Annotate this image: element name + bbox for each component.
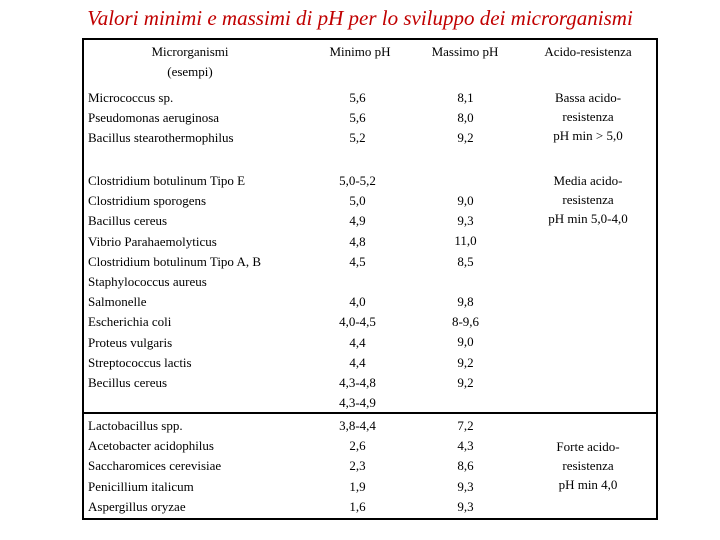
organism-name: Vibrio Parahaemolyticus <box>88 233 217 249</box>
organism-name: Clostridium botulinum Tipo A, B <box>88 253 262 269</box>
organism-name: Bacillus stearothermophilus <box>88 130 234 146</box>
max-ph-value: 7,2 <box>457 418 474 433</box>
min-ph-value: 4,9 <box>349 213 366 229</box>
organism-name: Salmonelle <box>88 294 147 310</box>
max-ph-value: 8,6 <box>457 458 474 474</box>
header-acid-resistance: Acido-resistenza <box>544 44 632 59</box>
organism-name: Streptococcus lactis <box>88 354 192 370</box>
max-ph-value: 4,3 <box>457 438 474 454</box>
max-ph-value: 8,0 <box>457 110 474 126</box>
header-organisms-line1: Microrganismi <box>151 44 229 59</box>
header-min-ph: Minimo pH <box>329 44 391 59</box>
min-ph-value: 4,0 <box>349 294 366 310</box>
min-ph-value: 4,4 <box>349 334 366 350</box>
min-ph-value: 2,6 <box>349 438 366 454</box>
organism-name: Proteus vulgaris <box>88 334 173 350</box>
table-border-top <box>82 38 658 40</box>
max-ph-value: 11,0 <box>454 233 477 249</box>
group1-min-ph <box>320 88 395 149</box>
max-ph-value: 9,2 <box>457 130 474 146</box>
max-ph-value: 9,2 <box>457 374 474 390</box>
organism-name: Penicillium italicum <box>88 478 194 494</box>
organism-name: Staphylococcus aureus <box>88 273 207 289</box>
min-ph-value: 4,5 <box>349 253 366 269</box>
max-ph-value: 9,3 <box>457 213 474 229</box>
group3-organisms <box>88 416 221 517</box>
organism-name: Bacillus cereus <box>88 213 168 229</box>
group1-acid-resistance <box>520 88 656 145</box>
organism-name: Clostridium sporogens <box>88 193 207 209</box>
min-ph-value: 5,2 <box>349 130 366 146</box>
max-ph-value: 9,2 <box>457 354 474 370</box>
organism-name: Becillus cereus <box>88 374 168 390</box>
group2-min-ph <box>320 171 395 413</box>
max-ph-value: 8-9,6 <box>451 314 480 330</box>
max-ph-value: 9,3 <box>457 478 474 494</box>
min-ph-value: 3,8-4,4 <box>339 418 376 433</box>
min-ph-value: 1,9 <box>349 478 366 494</box>
min-ph-value: 5,0-5,2 <box>339 173 376 188</box>
group2-organisms <box>88 171 261 393</box>
max-ph-value: 9,0 <box>457 193 474 208</box>
acid-resistance-text: Media acido- <box>553 173 623 188</box>
header-max-ph: Massimo pH <box>431 44 499 59</box>
max-ph-value <box>428 272 503 292</box>
acid-resistance-text: resistenza <box>562 192 614 207</box>
header-organisms-line2: (esempi) <box>167 64 213 79</box>
table-border-right <box>656 38 658 520</box>
min-ph-value: 1,6 <box>349 498 366 514</box>
group2-acid-resistance <box>520 171 656 228</box>
min-ph-value: 2,3 <box>349 458 366 474</box>
group1-max-ph <box>428 88 503 149</box>
acid-resistance-text: Bassa acido- <box>554 90 622 105</box>
group1-organisms <box>88 88 234 149</box>
max-ph-value: 8,1 <box>457 90 474 105</box>
page-title: Valori minimi e massimi di pH per lo sviluppo dei microrganismi <box>87 6 633 30</box>
group3-min-ph <box>320 416 395 517</box>
min-ph-value: 5,0 <box>349 193 366 209</box>
group3-max-ph <box>428 416 503 517</box>
min-ph-value <box>320 272 395 292</box>
acid-resistance-text: resistenza <box>562 458 614 473</box>
max-ph-value: 8,5 <box>457 253 474 269</box>
acid-resistance-text: pH min 4,0 <box>558 477 618 492</box>
min-ph-value: 4,3-4,9 <box>339 395 376 411</box>
group3-acid-resistance <box>520 437 656 494</box>
min-ph-value: 5,6 <box>349 90 366 105</box>
organism-name: Acetobacter acidophilus <box>88 438 214 454</box>
organism-name: Pseudomonas aeruginosa <box>88 110 220 126</box>
organism-name: Clostridium botulinum Tipo E <box>88 173 246 188</box>
table-border-left <box>82 38 84 520</box>
table-border-bottom <box>82 518 658 520</box>
acid-resistance-text: pH min 5,0-4,0 <box>548 211 628 226</box>
acid-resistance-text: pH min > 5,0 <box>553 128 623 143</box>
min-ph-value: 5,6 <box>349 110 366 126</box>
organism-name: Saccharomices cerevisiae <box>88 458 222 474</box>
acid-resistance-text: Forte acido- <box>556 439 620 454</box>
max-ph-value: 9,8 <box>457 293 474 309</box>
organism-name: Escherichia coli <box>88 314 172 330</box>
max-ph-value: 9,3 <box>457 498 474 514</box>
min-ph-value: 4,0-4,5 <box>339 314 376 330</box>
min-ph-value: 4,4 <box>349 354 366 370</box>
organism-name: Lactobacillus spp. <box>88 418 183 433</box>
min-ph-value: 4,3-4,8 <box>339 374 376 390</box>
header-organisms <box>120 42 260 82</box>
max-ph-value: 9,0 <box>457 334 474 350</box>
organism-name: Micrococcus sp. <box>88 90 174 105</box>
min-ph-value: 4,8 <box>349 233 366 249</box>
group2-max-ph <box>428 191 503 393</box>
organism-name: Aspergillus oryzae <box>88 498 186 514</box>
acid-resistance-text: resistenza <box>562 109 614 124</box>
